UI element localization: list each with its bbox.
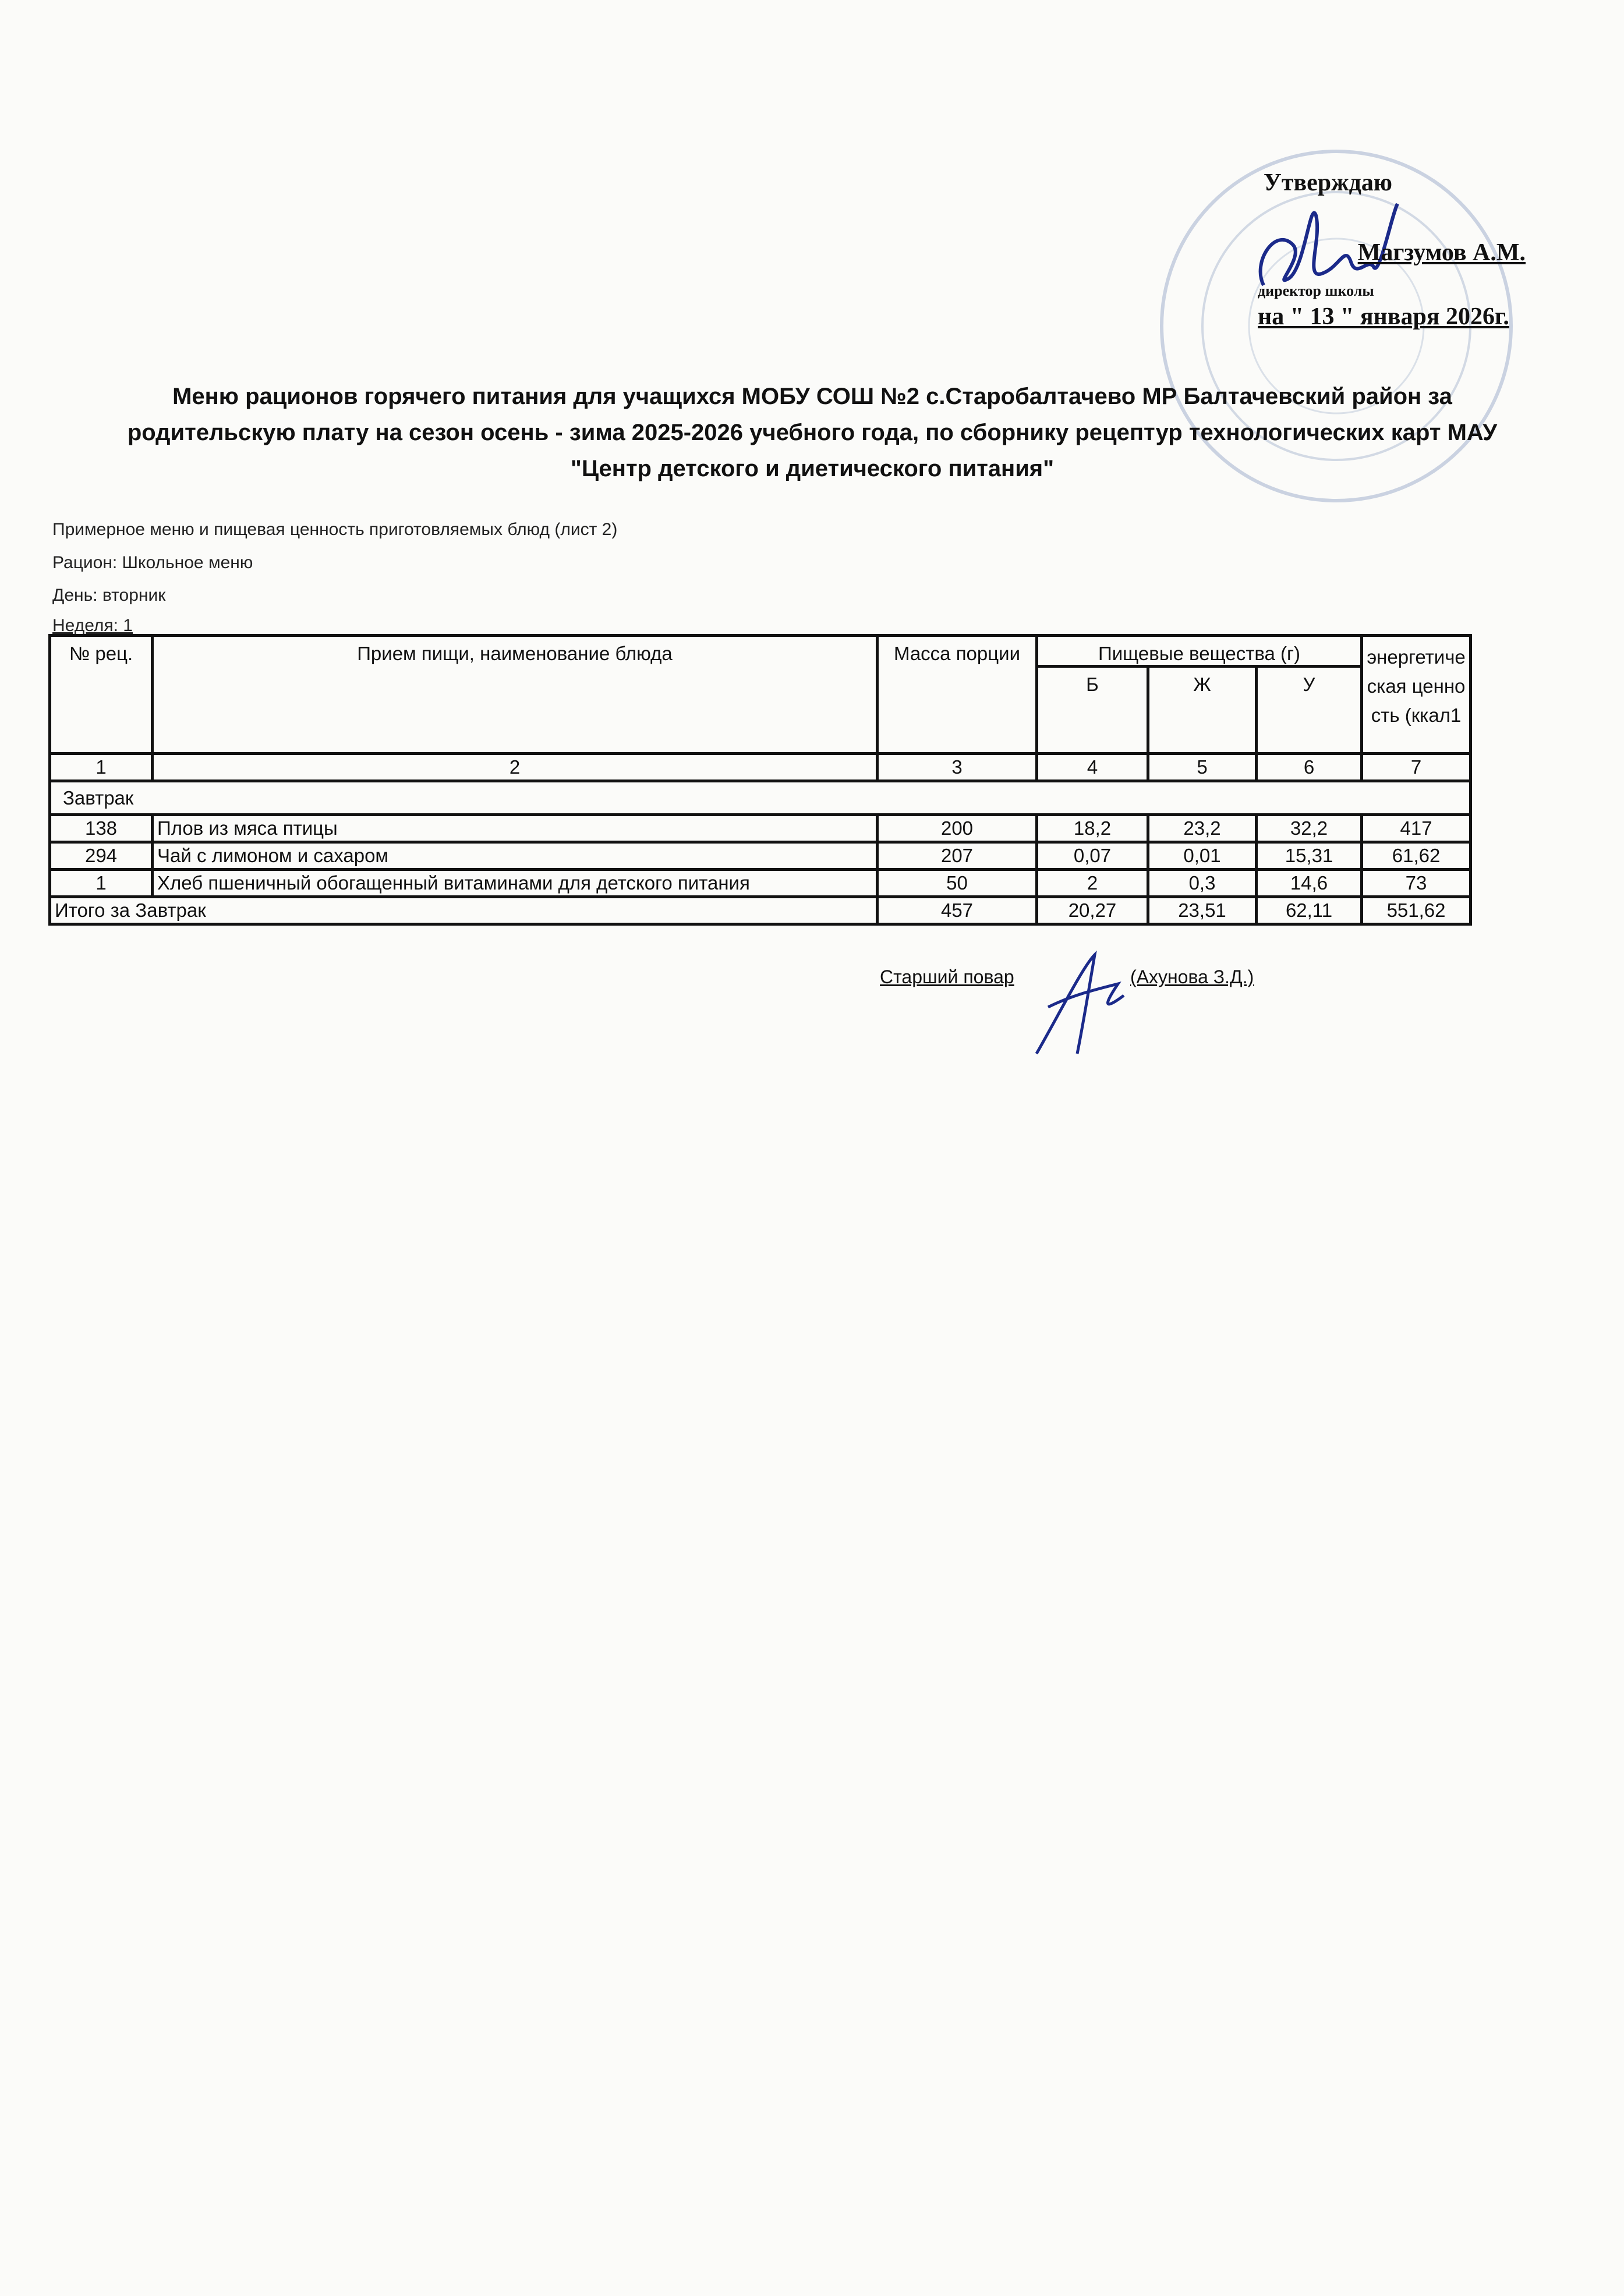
col-number: 7: [1362, 754, 1471, 781]
cook-name: (Ахунова З.Д.): [1130, 966, 1254, 987]
approval-title: Утверждаю: [1264, 169, 1392, 196]
approval-date: на " 13 " января 2026г.: [1258, 303, 1509, 330]
total-b: 20,27: [1037, 897, 1148, 924]
header-mass: Масса порции: [878, 636, 1037, 754]
header-rec: № рец.: [50, 636, 153, 754]
cell-rec: 294: [50, 842, 153, 870]
menu-table: [48, 634, 1472, 926]
cell-energy: 61,62: [1362, 842, 1471, 870]
cell-b: 0,07: [1037, 842, 1148, 870]
ration-label: Рацион: Школьное меню: [52, 553, 253, 572]
cell-energy: 417: [1362, 815, 1471, 842]
week-label: Неделя: 1: [52, 616, 133, 635]
cell-u: 32,2: [1257, 815, 1362, 842]
col-number: 4: [1037, 754, 1148, 781]
cell-zh: 0,01: [1148, 842, 1257, 870]
col-number: 2: [153, 754, 878, 781]
cell-name: Чай с лимоном и сахаром: [153, 842, 878, 870]
total-energy: 551,62: [1362, 897, 1471, 924]
header-zh: Ж: [1148, 667, 1257, 754]
table-row: [50, 842, 1471, 870]
header-u: У: [1257, 667, 1362, 754]
menu-subtitle: Примерное меню и пищевая ценность приготовляемых блюд (лист 2): [52, 520, 618, 539]
cell-rec: 1: [50, 870, 153, 897]
header-nutrients: Пищевые вещества (г): [1037, 636, 1362, 667]
cell-name: Плов из мяса птицы: [153, 815, 878, 842]
table-row: [50, 870, 1471, 897]
cell-u: 14,6: [1257, 870, 1362, 897]
day-label: День: вторник: [52, 586, 166, 605]
cell-b: 2: [1037, 870, 1148, 897]
cell-name: Хлеб пшеничный обогащенный витаминами для детского питания: [153, 870, 878, 897]
cell-zh: 0,3: [1148, 870, 1257, 897]
column-number-row: [50, 754, 1471, 781]
cell-energy: 73: [1362, 870, 1471, 897]
cell-zh: 23,2: [1148, 815, 1257, 842]
total-u: 62,11: [1257, 897, 1362, 924]
total-mass: 457: [878, 897, 1037, 924]
director-position: директор школы: [1258, 282, 1374, 299]
page-title: Меню рационов горячего питания для учащихся МОБУ СОШ №2 с.Старобалтачево МР Балтачевский район за родительскую плату на сезон осень - зима 2025-2026 учебного года, по сборнику рецептур технологических карт МАУ "Центр детского и диетического питания": [127, 384, 1498, 481]
total-row: [50, 897, 1471, 924]
col-number: 5: [1148, 754, 1257, 781]
header-name: Прием пищи, наименование блюда: [153, 636, 878, 754]
section-breakfast: Завтрак: [50, 781, 1471, 815]
cook-signature: [1025, 943, 1141, 1060]
cell-mass: 207: [878, 842, 1037, 870]
table-row: [50, 815, 1471, 842]
director-name: Магзумов А.М.: [1357, 239, 1526, 266]
cell-mass: 50: [878, 870, 1037, 897]
total-zh: 23,51: [1148, 897, 1257, 924]
col-number: 6: [1257, 754, 1362, 781]
header-energy: энергетическая ценность (ккал1: [1362, 636, 1471, 754]
cook-label: Старший повар: [880, 966, 1014, 987]
cell-rec: 138: [50, 815, 153, 842]
header-b: Б: [1037, 667, 1148, 754]
cell-u: 15,31: [1257, 842, 1362, 870]
col-number: 3: [878, 754, 1037, 781]
total-label: Итого за Завтрак: [50, 897, 878, 924]
cell-b: 18,2: [1037, 815, 1148, 842]
cell-mass: 200: [878, 815, 1037, 842]
col-number: 1: [50, 754, 153, 781]
